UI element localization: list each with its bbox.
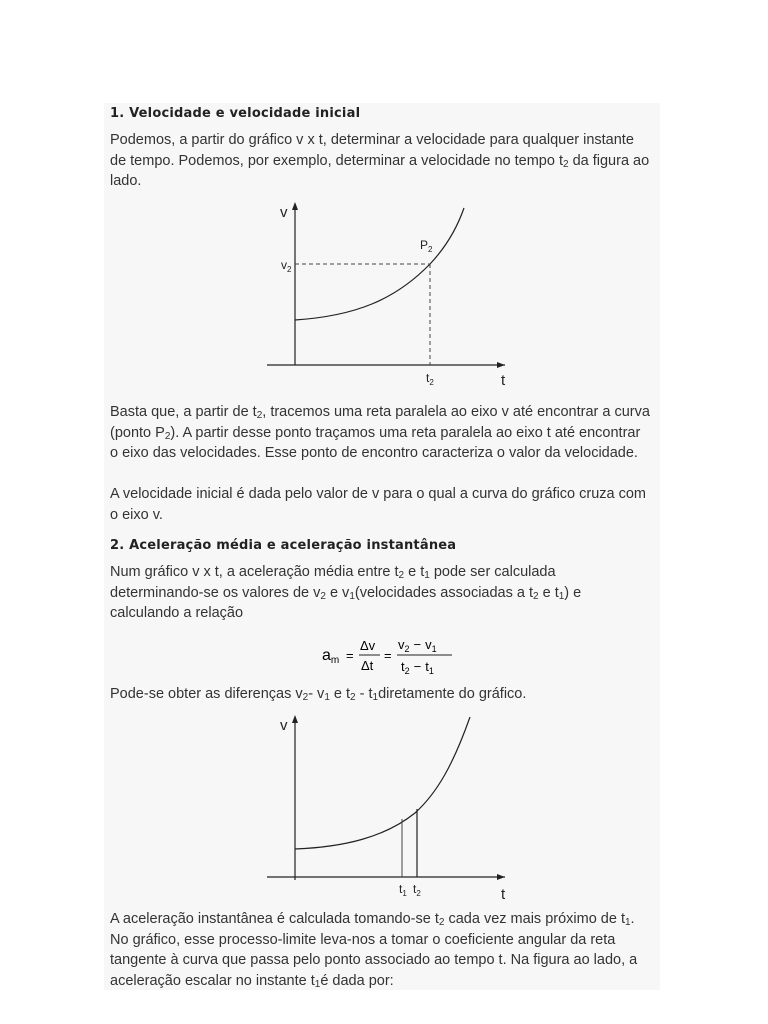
text-run: e t: [404, 564, 425, 580]
formula-num-2: $v_2 - v_1$: [398, 637, 437, 654]
text-run: e t: [538, 584, 559, 601]
paragraph-2: [110, 402, 650, 464]
text-run: é dada por:: [320, 972, 394, 989]
v-axis-arrow: [292, 202, 298, 210]
paragraph-3: [110, 484, 650, 525]
subscript: 1: [558, 590, 565, 602]
formula-equals-2: =: [384, 648, 392, 663]
subscript: 1: [372, 692, 379, 703]
paragraph-1: [110, 130, 650, 192]
t-axis-label: t: [501, 372, 506, 389]
t-axis-arrow: [497, 874, 505, 880]
formula-den-2: $t_2 - t_1$: [401, 659, 434, 676]
text-run: Num gráfico v x t, a aceleração média entre t: [110, 564, 399, 580]
velocity-graph-2: [265, 713, 525, 903]
subscript: 1: [349, 590, 355, 602]
text-run: cada vez mais próximo de t: [444, 911, 625, 927]
formula-lhs: am: [322, 647, 340, 666]
formula-num-1: Δv: [360, 638, 376, 653]
t2-tick-label: $t_2$: [413, 882, 421, 898]
text-run: ) e calculando a relação: [110, 584, 582, 621]
subscript: 2: [562, 158, 569, 170]
subscript: 1: [314, 978, 321, 990]
subscript: 2: [350, 692, 356, 703]
text-run: , tracemos uma reta paralela ao eixo v até encontrar a curva (ponto P: [110, 404, 650, 441]
section-heading-1: 1. Velocidade e velocidade inicial: [110, 106, 361, 121]
formula-equals-1: =: [346, 648, 354, 663]
v-axis-arrow: [292, 715, 298, 723]
text-run: A aceleração instantânea é calculada tomando-se t: [110, 911, 439, 927]
text-run: diretamente do gráfico.: [378, 686, 527, 702]
text-run: da figura ao lado.: [110, 152, 650, 189]
text-run: A velocidade inicial é dada pelo valor de v para o qual a curva do gráfico cruza com o eixo v.: [110, 486, 647, 523]
subscript: 2: [320, 590, 326, 602]
section-heading-2: 2. Aceleração média e aceleração instantânea: [110, 538, 457, 553]
subscript: 2: [533, 590, 539, 602]
text-run: e v: [325, 584, 350, 601]
subscript: 2: [398, 570, 405, 581]
text-run: - v: [308, 686, 325, 702]
t-axis-label: t: [501, 886, 506, 903]
v-axis-label: v: [280, 717, 288, 734]
text-run: Basta que, a partir de t: [110, 404, 257, 420]
subscript: 1: [424, 570, 430, 581]
subscript: 1: [324, 692, 330, 703]
paragraph-4: [110, 562, 650, 624]
formula-den-1: Δt: [361, 658, 374, 673]
text-run: ). A partir desse ponto traçamos uma reta paralela ao eixo t até encontrar o eixo das velocidades. Esse ponto de encontro caracteriza o valor da velocidade.: [110, 424, 641, 461]
text-run: e t: [329, 686, 351, 702]
velocity-graph-1: [265, 200, 525, 390]
subscript: 2: [256, 410, 263, 421]
text-run: Pode-se obter as diferenças v: [110, 686, 303, 702]
subscript: 2: [164, 430, 171, 442]
paragraph-5: [110, 684, 526, 705]
v2-tick-label: $v_2$: [281, 258, 292, 274]
document-page: [104, 103, 660, 990]
v-axis-label: v: [280, 204, 288, 221]
t1-tick-label: $t_1$: [399, 882, 407, 898]
text-run: - t: [355, 686, 373, 702]
point-p2-label: $P_2$: [420, 238, 433, 254]
text-run: pode ser calculada determinando-se os valores de v: [110, 564, 556, 601]
mean-acceleration-formula: [318, 633, 458, 679]
text-run: . No gráfico, esse processo-limite leva-nos a tomar o coeficiente angular da reta tangente à curva que passa pelo ponto associado ao tempo t. Na figura ao lado, a aceleração escalar no instante t: [110, 911, 638, 989]
subscript: 2: [302, 692, 309, 703]
subscript: 1: [624, 917, 631, 928]
subscript: 2: [438, 917, 445, 928]
velocity-curve: [295, 717, 470, 849]
text-run: Podemos, a partir do gráfico v x t, determinar a velocidade para qualquer instante de tempo. Podemos, por exemplo, determinar a velocidade no tempo t: [110, 132, 634, 169]
t-axis-arrow: [497, 362, 505, 368]
t2-tick-label: $t_2$: [426, 371, 434, 387]
text-run: (velocidades associadas a t: [354, 584, 534, 601]
paragraph-6: [110, 909, 650, 991]
